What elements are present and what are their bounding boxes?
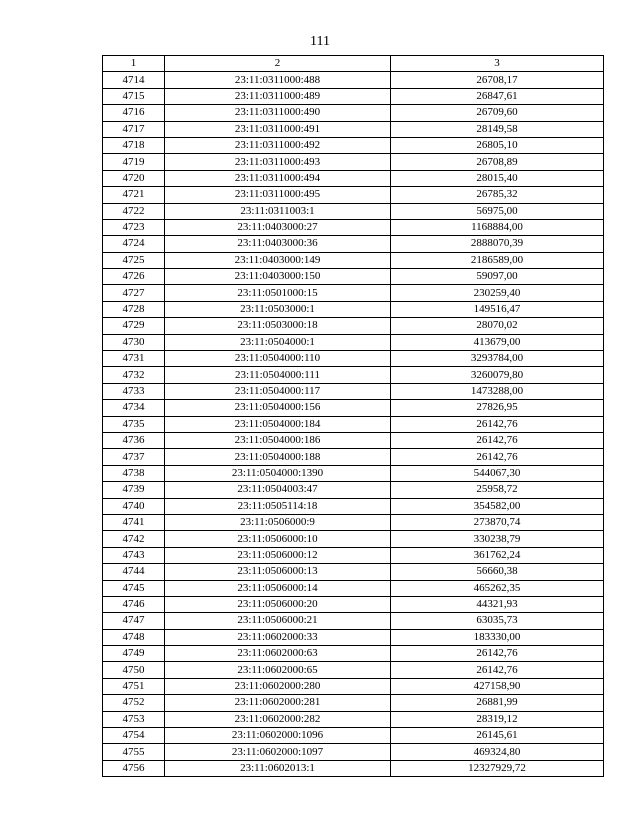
cadastral-number-cell: 23:11:0602000:1096 (165, 728, 391, 744)
row-number-cell: 4742 (103, 531, 165, 547)
table-row (103, 416, 604, 432)
table-row (103, 301, 604, 317)
cadastral-number-cell: 23:11:0602000:63 (165, 646, 391, 662)
row-number-cell: 4727 (103, 285, 165, 301)
cadastral-number-cell: 23:11:0311000:490 (165, 105, 391, 121)
row-number-cell: 4737 (103, 449, 165, 465)
cadastral-value-table (102, 55, 604, 777)
table-row (103, 514, 604, 530)
value-cell: 56660,38 (391, 564, 604, 580)
value-cell: 26142,76 (391, 662, 604, 678)
value-cell: 427158,90 (391, 678, 604, 694)
table-row (103, 400, 604, 416)
row-number-cell: 4734 (103, 400, 165, 416)
table-row (103, 187, 604, 203)
row-number-cell: 4724 (103, 236, 165, 252)
value-cell: 26805,10 (391, 137, 604, 153)
value-cell: 3260079,80 (391, 367, 604, 383)
row-number-cell: 4738 (103, 465, 165, 481)
row-number-cell: 4719 (103, 154, 165, 170)
value-cell: 28319,12 (391, 711, 604, 727)
row-number-cell: 4746 (103, 596, 165, 612)
cadastral-number-cell: 23:11:0505114:18 (165, 498, 391, 514)
value-cell: 12327929,72 (391, 760, 604, 776)
cadastral-number-cell: 23:11:0506000:10 (165, 531, 391, 547)
row-number-cell: 4717 (103, 121, 165, 137)
value-cell: 26881,99 (391, 695, 604, 711)
row-number-cell: 4756 (103, 760, 165, 776)
cadastral-number-cell: 23:11:0504000:1390 (165, 465, 391, 481)
row-number-cell: 4736 (103, 432, 165, 448)
row-number-cell: 4741 (103, 514, 165, 530)
table-row (103, 498, 604, 514)
cadastral-number-cell: 23:11:0311000:488 (165, 72, 391, 88)
table-row (103, 613, 604, 629)
table-row (103, 269, 604, 285)
table-row (103, 154, 604, 170)
cadastral-number-cell: 23:11:0602000:65 (165, 662, 391, 678)
table-row (103, 367, 604, 383)
value-cell: 26142,76 (391, 416, 604, 432)
cadastral-number-cell: 23:11:0602013:1 (165, 760, 391, 776)
value-cell: 26785,32 (391, 187, 604, 203)
value-cell: 544067,30 (391, 465, 604, 481)
value-cell: 59097,00 (391, 269, 604, 285)
value-cell: 27826,95 (391, 400, 604, 416)
value-cell: 63035,73 (391, 613, 604, 629)
row-number-cell: 4731 (103, 351, 165, 367)
value-cell: 413679,00 (391, 334, 604, 350)
table-row (103, 449, 604, 465)
row-number-cell: 4751 (103, 678, 165, 694)
table-row (103, 318, 604, 334)
table-row (103, 105, 604, 121)
cadastral-number-cell: 23:11:0403000:149 (165, 252, 391, 268)
row-number-cell: 4753 (103, 711, 165, 727)
row-number-cell: 4733 (103, 383, 165, 399)
table-row (103, 334, 604, 350)
column-header-1: 1 (103, 56, 165, 72)
table-row (103, 547, 604, 563)
column-header-2: 2 (165, 56, 391, 72)
value-cell: 25958,72 (391, 482, 604, 498)
table-row (103, 252, 604, 268)
row-number-cell: 4740 (103, 498, 165, 514)
value-cell: 28070,02 (391, 318, 604, 334)
row-number-cell: 4725 (103, 252, 165, 268)
table-row (103, 137, 604, 153)
cadastral-number-cell: 23:11:0506000:12 (165, 547, 391, 563)
cadastral-number-cell: 23:11:0503000:1 (165, 301, 391, 317)
value-cell: 28015,40 (391, 170, 604, 186)
cadastral-number-cell: 23:11:0504000:111 (165, 367, 391, 383)
cadastral-number-cell: 23:11:0503000:18 (165, 318, 391, 334)
value-cell: 26709,60 (391, 105, 604, 121)
cadastral-number-cell: 23:11:0504003:47 (165, 482, 391, 498)
column-header-3: 3 (391, 56, 604, 72)
cadastral-number-cell: 23:11:0602000:280 (165, 678, 391, 694)
row-number-cell: 4749 (103, 646, 165, 662)
row-number-cell: 4744 (103, 564, 165, 580)
table-row (103, 662, 604, 678)
value-cell: 26847,61 (391, 88, 604, 104)
table-body (103, 56, 604, 777)
table-header-row (103, 56, 604, 72)
cadastral-number-cell: 23:11:0506000:13 (165, 564, 391, 580)
cadastral-number-cell: 23:11:0504000:110 (165, 351, 391, 367)
value-cell: 230259,40 (391, 285, 604, 301)
row-number-cell: 4743 (103, 547, 165, 563)
cadastral-number-cell: 23:11:0602000:33 (165, 629, 391, 645)
cadastral-number-cell: 23:11:0311000:489 (165, 88, 391, 104)
cadastral-number-cell: 23:11:0506000:14 (165, 580, 391, 596)
table-row (103, 728, 604, 744)
row-number-cell: 4735 (103, 416, 165, 432)
value-cell: 1168884,00 (391, 219, 604, 235)
value-cell: 26142,76 (391, 432, 604, 448)
value-cell: 26708,17 (391, 72, 604, 88)
value-cell: 1473288,00 (391, 383, 604, 399)
row-number-cell: 4755 (103, 744, 165, 760)
cadastral-number-cell: 23:11:0506000:9 (165, 514, 391, 530)
row-number-cell: 4754 (103, 728, 165, 744)
cadastral-number-cell: 23:11:0311000:493 (165, 154, 391, 170)
table-row (103, 219, 604, 235)
cadastral-number-cell: 23:11:0403000:150 (165, 269, 391, 285)
table-row (103, 88, 604, 104)
table-row (103, 121, 604, 137)
row-number-cell: 4726 (103, 269, 165, 285)
table-row (103, 744, 604, 760)
value-cell: 149516,47 (391, 301, 604, 317)
cadastral-number-cell: 23:11:0504000:1 (165, 334, 391, 350)
cadastral-number-cell: 23:11:0311000:491 (165, 121, 391, 137)
table-row (103, 236, 604, 252)
table-row (103, 203, 604, 219)
row-number-cell: 4714 (103, 72, 165, 88)
cadastral-number-cell: 23:11:0506000:20 (165, 596, 391, 612)
cadastral-number-cell: 23:11:0602000:1097 (165, 744, 391, 760)
value-cell: 26708,89 (391, 154, 604, 170)
row-number-cell: 4729 (103, 318, 165, 334)
table-row (103, 432, 604, 448)
page-number: 111 (310, 34, 330, 49)
cadastral-number-cell: 23:11:0506000:21 (165, 613, 391, 629)
value-cell: 3293784,00 (391, 351, 604, 367)
table-row (103, 564, 604, 580)
cadastral-number-cell: 23:11:0311003:1 (165, 203, 391, 219)
value-cell: 469324,80 (391, 744, 604, 760)
row-number-cell: 4720 (103, 170, 165, 186)
table-row (103, 482, 604, 498)
row-number-cell: 4723 (103, 219, 165, 235)
row-number-cell: 4748 (103, 629, 165, 645)
row-number-cell: 4730 (103, 334, 165, 350)
table-row (103, 711, 604, 727)
value-cell: 354582,00 (391, 498, 604, 514)
table-row (103, 580, 604, 596)
value-cell: 330238,79 (391, 531, 604, 547)
cadastral-number-cell: 23:11:0311000:492 (165, 137, 391, 153)
value-cell: 2888070,39 (391, 236, 604, 252)
value-cell: 361762,24 (391, 547, 604, 563)
table-row (103, 170, 604, 186)
value-cell: 2186589,00 (391, 252, 604, 268)
value-cell: 56975,00 (391, 203, 604, 219)
row-number-cell: 4739 (103, 482, 165, 498)
cadastral-number-cell: 23:11:0403000:36 (165, 236, 391, 252)
table-row (103, 285, 604, 301)
value-cell: 183330,00 (391, 629, 604, 645)
row-number-cell: 4718 (103, 137, 165, 153)
table-row (103, 646, 604, 662)
table-row (103, 351, 604, 367)
table-row (103, 678, 604, 694)
table-row (103, 629, 604, 645)
row-number-cell: 4752 (103, 695, 165, 711)
cadastral-number-cell: 23:11:0602000:281 (165, 695, 391, 711)
value-cell: 44321,93 (391, 596, 604, 612)
table-row (103, 596, 604, 612)
cadastral-number-cell: 23:11:0501000:15 (165, 285, 391, 301)
row-number-cell: 4745 (103, 580, 165, 596)
cadastral-number-cell: 23:11:0504000:186 (165, 432, 391, 448)
cadastral-number-cell: 23:11:0504000:188 (165, 449, 391, 465)
cadastral-number-cell: 23:11:0504000:117 (165, 383, 391, 399)
table-row (103, 72, 604, 88)
row-number-cell: 4716 (103, 105, 165, 121)
row-number-cell: 4750 (103, 662, 165, 678)
table-row (103, 383, 604, 399)
cadastral-number-cell: 23:11:0504000:184 (165, 416, 391, 432)
row-number-cell: 4732 (103, 367, 165, 383)
table-row (103, 695, 604, 711)
value-cell: 273870,74 (391, 514, 604, 530)
value-cell: 26142,76 (391, 646, 604, 662)
cadastral-number-cell: 23:11:0311000:494 (165, 170, 391, 186)
value-cell: 28149,58 (391, 121, 604, 137)
cadastral-number-cell: 23:11:0602000:282 (165, 711, 391, 727)
row-number-cell: 4747 (103, 613, 165, 629)
row-number-cell: 4722 (103, 203, 165, 219)
row-number-cell: 4715 (103, 88, 165, 104)
cadastral-number-cell: 23:11:0504000:156 (165, 400, 391, 416)
value-cell: 26145,61 (391, 728, 604, 744)
table-row (103, 760, 604, 776)
table-row (103, 465, 604, 481)
row-number-cell: 4728 (103, 301, 165, 317)
value-cell: 26142,76 (391, 449, 604, 465)
table-row (103, 531, 604, 547)
cadastral-number-cell: 23:11:0403000:27 (165, 219, 391, 235)
row-number-cell: 4721 (103, 187, 165, 203)
cadastral-number-cell: 23:11:0311000:495 (165, 187, 391, 203)
value-cell: 465262,35 (391, 580, 604, 596)
